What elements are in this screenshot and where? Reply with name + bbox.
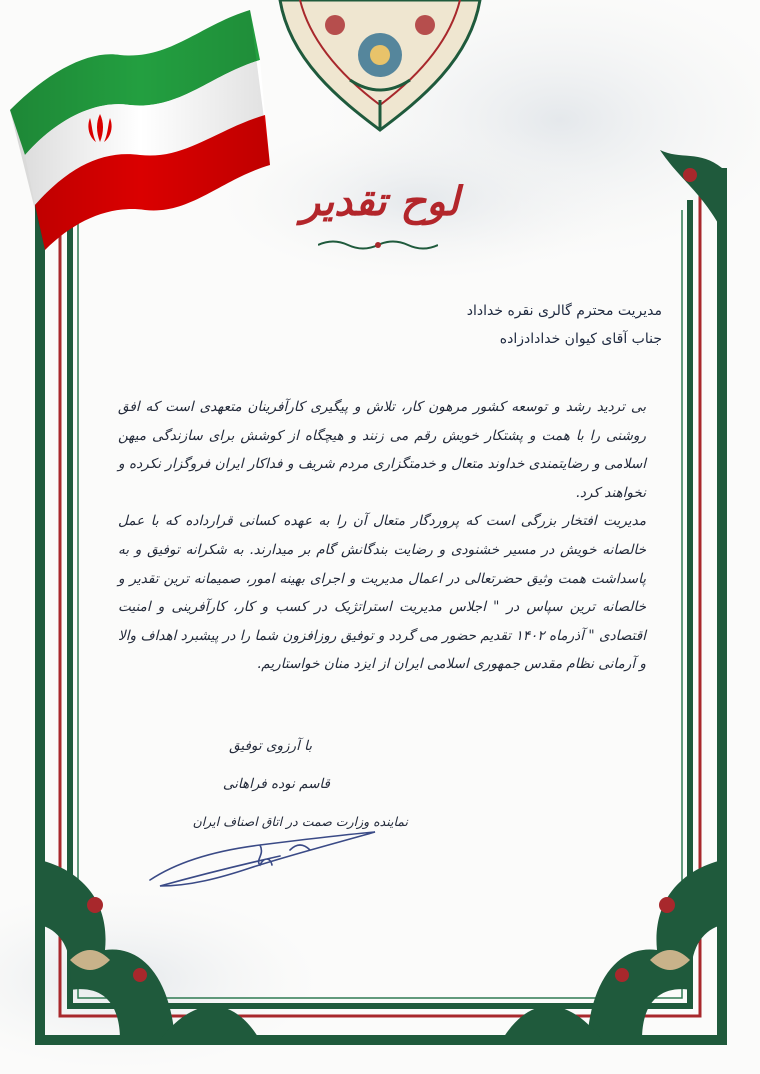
recipient-line-1: مدیریت محترم گالری نقره خداداد xyxy=(466,303,662,319)
title-underline-ornament xyxy=(318,238,438,252)
body-paragraph-2: مدیریت افتخار بزرگی است که پروردگار متعال آن را به عهده کسانی قرارداده که با عمل خالصانه خویش در مسیر خشنودی و رضایت بندگانش گام بر میدارند. به شکرانه توفیق و به پاسداشت همت وثیق حضرتعالی در اعمال مدیریت و اجرای بهینه امور، صمیمانه ترین تقدیر و خالصانه ترین سپاس در " اجلاس مدیریت استراتژیک در کسب و کار، کارآفرینی و امنیت اقتصادی " آذرماه ۱۴۰۲ تقدیم حضور می گردد و توفیق روزافزون شما را در پیشبرد اهداف والا و آرمانی نظام مقدس جمهوری اسلامی ایران از ایزد منان خواستاریم. xyxy=(118,513,646,673)
signature xyxy=(140,820,390,895)
signer-position: نماینده وزارت صمت در اتاق اصناف ایران xyxy=(192,814,408,829)
signer-name: قاسم نوده فراهانی xyxy=(222,776,330,792)
certificate-title: لوح تقدیر xyxy=(300,178,460,225)
recipient-line-2: جناب آقای کیوان خدادادزاده xyxy=(499,331,662,347)
closing-wish: با آرزوی توفیق xyxy=(229,738,312,754)
certificate-body xyxy=(118,393,646,679)
corner-ornament-bottom-right xyxy=(502,860,722,1040)
body-paragraph-1: بی تردید رشد و توسعه کشور مرهون کار، تلاش و پیگیری کارآفرینان متعهدی است که افق روشنی را با همت و پشتکار خویش رقم می زنند و هیچگاه از کوشش برای سازندگی میهن اسلامی و رضایتمندی خداوند متعال و خدمتگزاری مردم شریف و فداکار ایران فروگزار نکرده و نخواهند کرد. xyxy=(118,399,646,501)
